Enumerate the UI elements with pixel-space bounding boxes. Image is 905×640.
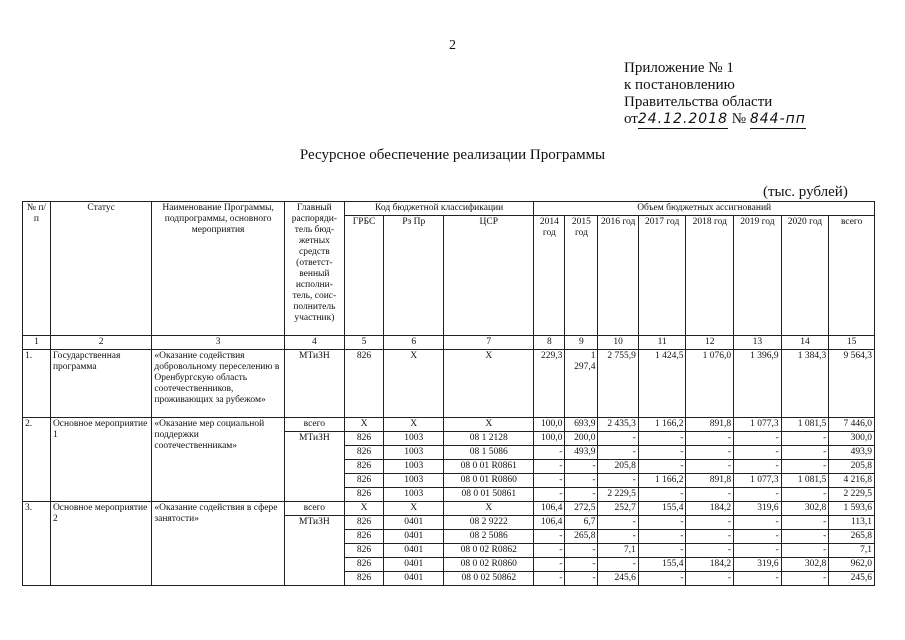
row-value: 1 076,0: [686, 350, 734, 418]
row-rzpr: 1003: [384, 446, 444, 460]
header-code-group: Код бюджетной классификации: [344, 202, 533, 216]
row-value: -: [598, 516, 638, 530]
row-value: 272,5: [565, 502, 598, 516]
row-value: 229,3: [534, 350, 565, 418]
row-value: 1 396,9: [734, 350, 782, 418]
row-rzpr: 1003: [384, 488, 444, 502]
row-value: -: [686, 544, 734, 558]
row-value: 100,0: [534, 418, 565, 432]
column-number: 1: [23, 336, 51, 350]
header-grbs: ГРБС: [344, 216, 383, 336]
page-number: 2: [449, 38, 456, 53]
appendix-line-1: Приложение № 1: [624, 60, 734, 76]
row-value: -: [565, 474, 598, 488]
header-year-2020: 2020 год: [781, 216, 829, 336]
row-manager: МТиЗН: [284, 432, 344, 502]
column-number: 13: [734, 336, 782, 350]
row-value: 2 435,3: [598, 418, 638, 432]
row-value: -: [734, 516, 782, 530]
header-csr: ЦСР: [444, 216, 534, 336]
number-label: №: [731, 111, 747, 127]
row-csr: 08 1 5086: [444, 446, 534, 460]
row-csr: 08 0 02 R0862: [444, 544, 534, 558]
row-value: 245,6: [598, 572, 638, 586]
row-value: 265,8: [829, 530, 875, 544]
row-rzpr: Х: [384, 418, 444, 432]
column-number: 8: [534, 336, 565, 350]
row-status: Основное мероприятие 1: [50, 418, 151, 502]
row-value: 200,0: [565, 432, 598, 446]
row-rzpr: 0401: [384, 558, 444, 572]
row-csr: Х: [444, 350, 534, 418]
row-value: -: [534, 572, 565, 586]
row-value: 106,4: [534, 516, 565, 530]
column-number: 14: [781, 336, 829, 350]
row-grbs: 826: [344, 530, 383, 544]
column-number: 12: [686, 336, 734, 350]
document-title: Ресурсное обеспечение реализации Программы: [299, 147, 606, 163]
row-value: 962,0: [829, 558, 875, 572]
row-rzpr: 1003: [384, 460, 444, 474]
row-value: 493,9: [829, 446, 875, 460]
column-number: 15: [829, 336, 875, 350]
row-value: -: [638, 530, 686, 544]
row-rzpr: 0401: [384, 544, 444, 558]
row-name: «Оказание мер социальной поддержки соотечественникам»: [152, 418, 284, 502]
table-row: [23, 350, 875, 418]
row-value: -: [781, 544, 829, 558]
row-value: -: [534, 544, 565, 558]
row-value: 1 424,5: [638, 350, 686, 418]
row-value: -: [686, 530, 734, 544]
row-value: -: [638, 432, 686, 446]
row-manager: всего: [284, 502, 344, 516]
row-csr: 08 1 2128: [444, 432, 534, 446]
row-value: -: [534, 460, 565, 474]
row-value: 205,8: [829, 460, 875, 474]
row-value: 891,8: [686, 418, 734, 432]
row-value: -: [565, 544, 598, 558]
row-grbs: 826: [344, 460, 383, 474]
row-value: 2 229,5: [598, 488, 638, 502]
header-year-2019: 2019 год: [734, 216, 782, 336]
row-value: -: [781, 572, 829, 586]
row-csr: 08 0 01 R0861: [444, 460, 534, 474]
row-grbs: 826: [344, 432, 383, 446]
appendix-date-line: [624, 111, 806, 129]
row-value: -: [565, 488, 598, 502]
row-grbs: 826: [344, 474, 383, 488]
row-csr: 08 0 01 50861: [444, 488, 534, 502]
table-row: [23, 418, 875, 432]
row-grbs: Х: [344, 418, 383, 432]
row-value: -: [686, 446, 734, 460]
resource-table: [22, 201, 875, 586]
header-year-2017: 2017 год: [638, 216, 686, 336]
table-row: [23, 502, 875, 516]
row-rzpr: 0401: [384, 530, 444, 544]
row-manager: МТиЗН: [284, 350, 344, 418]
column-number-row: [23, 336, 875, 350]
column-number: 6: [384, 336, 444, 350]
column-number: 5: [344, 336, 383, 350]
row-grbs: 826: [344, 516, 383, 530]
row-value: -: [598, 446, 638, 460]
row-value: 1 081,5: [781, 474, 829, 488]
row-value: 205,8: [598, 460, 638, 474]
row-value: 100,0: [534, 432, 565, 446]
row-value: 184,2: [686, 502, 734, 516]
row-name: «Оказание содействия в сфере занятости»: [152, 502, 284, 586]
row-value: -: [638, 460, 686, 474]
row-csr: 08 0 01 R0860: [444, 474, 534, 488]
row-value: 493,9: [565, 446, 598, 460]
row-value: 891,8: [686, 474, 734, 488]
appendix-block: [624, 60, 806, 129]
row-value: -: [638, 544, 686, 558]
appendix-line-3: Правительства области: [624, 94, 773, 110]
row-value: -: [734, 432, 782, 446]
header-volume-group: Объем бюджетных ассигнований: [534, 202, 875, 216]
row-value: -: [598, 558, 638, 572]
row-rzpr: 1003: [384, 432, 444, 446]
row-grbs: 826: [344, 488, 383, 502]
header-status: Статус: [50, 202, 151, 336]
row-value: 1 297,4: [565, 350, 598, 418]
header-total: всего: [829, 216, 875, 336]
row-value: -: [781, 488, 829, 502]
row-value: 693,9: [565, 418, 598, 432]
row-status: Государственная программа: [50, 350, 151, 418]
row-value: -: [734, 530, 782, 544]
row-value: -: [781, 516, 829, 530]
row-manager: всего: [284, 418, 344, 432]
row-rzpr: Х: [384, 350, 444, 418]
row-rzpr: 0401: [384, 516, 444, 530]
row-value: -: [565, 558, 598, 572]
row-status: Основное мероприятие 2: [50, 502, 151, 586]
row-grbs: 826: [344, 350, 383, 418]
row-value: 302,8: [781, 502, 829, 516]
row-value: 1 081,5: [781, 418, 829, 432]
row-value: 7 446,0: [829, 418, 875, 432]
header-manager: Главный распоряди-тель бюд-жетных средств (ответст-венный исполни-тель, соис-полнитель участник): [284, 202, 344, 336]
row-value: 155,4: [638, 558, 686, 572]
row-value: 319,6: [734, 502, 782, 516]
row-number: 1.: [23, 350, 51, 418]
row-value: 1 384,3: [781, 350, 829, 418]
row-value: -: [534, 488, 565, 502]
column-number: 3: [152, 336, 284, 350]
row-value: 265,8: [565, 530, 598, 544]
row-name: «Оказание содействия добровольному переселению в Оренбургскую область соотечественников, проживающих за рубежом»: [152, 350, 284, 418]
row-value: -: [534, 446, 565, 460]
row-value: 319,6: [734, 558, 782, 572]
row-value: -: [781, 446, 829, 460]
row-value: 7,1: [598, 544, 638, 558]
row-value: -: [734, 488, 782, 502]
row-value: 245,6: [829, 572, 875, 586]
row-csr: Х: [444, 418, 534, 432]
row-rzpr: Х: [384, 502, 444, 516]
row-value: 7,1: [829, 544, 875, 558]
row-value: -: [534, 474, 565, 488]
row-grbs: 826: [344, 558, 383, 572]
row-number: 2.: [23, 418, 51, 502]
row-value: -: [565, 460, 598, 474]
row-value: 6,7: [565, 516, 598, 530]
row-value: 1 077,3: [734, 474, 782, 488]
row-value: 2 229,5: [829, 488, 875, 502]
row-value: 302,8: [781, 558, 829, 572]
column-number: 7: [444, 336, 534, 350]
row-value: 1 166,2: [638, 418, 686, 432]
column-number: 4: [284, 336, 344, 350]
from-label: от: [624, 111, 638, 127]
row-value: -: [638, 516, 686, 530]
row-value: -: [534, 530, 565, 544]
row-value: -: [734, 544, 782, 558]
row-value: -: [638, 488, 686, 502]
column-number: 10: [598, 336, 638, 350]
header-year-2014: 2014 год: [534, 216, 565, 336]
row-number: 3.: [23, 502, 51, 586]
resolution-date: 24.12.2018: [637, 111, 729, 127]
row-csr: 08 0 02 R0860: [444, 558, 534, 572]
row-value: -: [686, 432, 734, 446]
header-year-2016: 2016 год: [598, 216, 638, 336]
row-value: -: [734, 446, 782, 460]
row-value: 1 166,2: [638, 474, 686, 488]
header-rzpr: Рз Пр: [384, 216, 444, 336]
row-value: 4 216,8: [829, 474, 875, 488]
column-number: 2: [50, 336, 151, 350]
row-value: -: [598, 474, 638, 488]
row-value: 2 755,9: [598, 350, 638, 418]
row-value: 155,4: [638, 502, 686, 516]
row-value: -: [638, 446, 686, 460]
header-num: № п/п: [23, 202, 51, 336]
row-value: 300,0: [829, 432, 875, 446]
row-value: 106,4: [534, 502, 565, 516]
row-value: -: [598, 530, 638, 544]
row-grbs: 826: [344, 572, 383, 586]
header-name: Наименование Программы, подпрограммы, основного мероприятия: [152, 202, 284, 336]
row-csr: 08 2 5086: [444, 530, 534, 544]
header-year-2015: 2015 год: [565, 216, 598, 336]
row-value: -: [534, 558, 565, 572]
row-csr: Х: [444, 502, 534, 516]
row-grbs: 826: [344, 446, 383, 460]
row-value: 113,1: [829, 516, 875, 530]
row-value: -: [781, 530, 829, 544]
resolution-number: 844-пп: [749, 111, 806, 127]
units-label: (тыс. рублей): [763, 184, 848, 200]
row-rzpr: 1003: [384, 474, 444, 488]
row-manager: МТиЗН: [284, 516, 344, 586]
row-value: 252,7: [598, 502, 638, 516]
row-value: -: [686, 516, 734, 530]
row-value: 1 593,6: [829, 502, 875, 516]
row-value: -: [781, 432, 829, 446]
row-value: -: [734, 572, 782, 586]
row-value: 184,2: [686, 558, 734, 572]
row-grbs: Х: [344, 502, 383, 516]
row-grbs: 826: [344, 544, 383, 558]
row-csr: 08 0 02 50862: [444, 572, 534, 586]
row-value: 1 077,3: [734, 418, 782, 432]
header-year-2018: 2018 год: [686, 216, 734, 336]
row-value: 9 564,3: [829, 350, 875, 418]
row-value: -: [734, 460, 782, 474]
appendix-line-2: к постановлению: [624, 77, 735, 93]
row-value: -: [686, 572, 734, 586]
row-csr: 08 2 9222: [444, 516, 534, 530]
column-number: 11: [638, 336, 686, 350]
row-value: -: [638, 572, 686, 586]
row-rzpr: 0401: [384, 572, 444, 586]
column-number: 9: [565, 336, 598, 350]
row-value: -: [686, 488, 734, 502]
row-value: -: [781, 460, 829, 474]
row-value: -: [598, 432, 638, 446]
row-value: -: [565, 572, 598, 586]
row-value: -: [686, 460, 734, 474]
